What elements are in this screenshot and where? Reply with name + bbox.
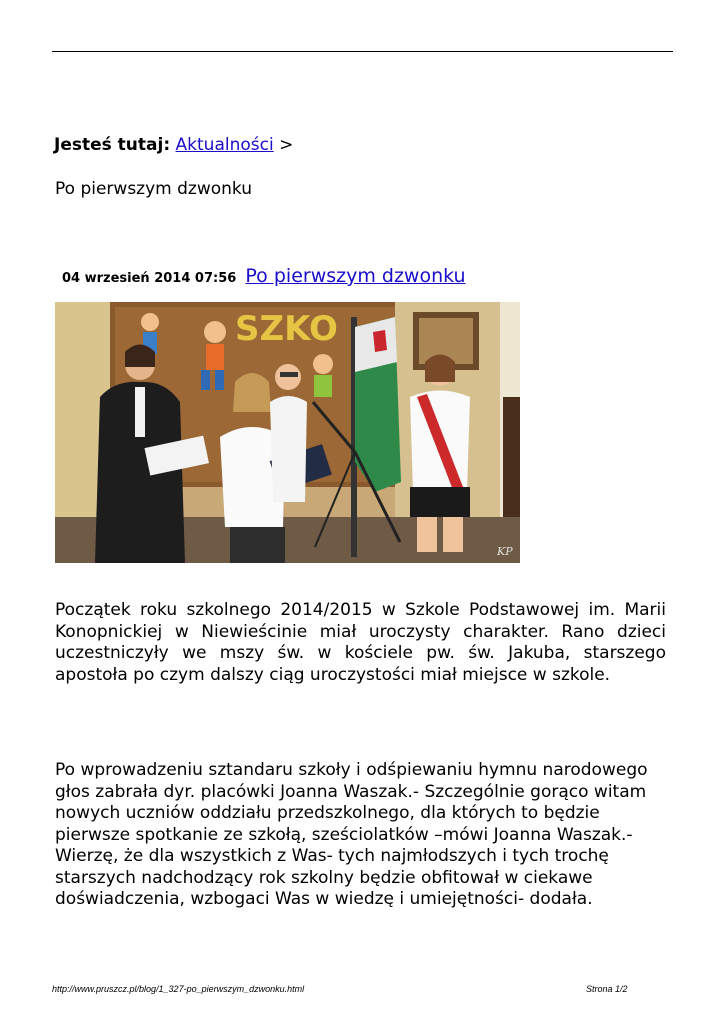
article-paragraph-2: Po wprowadzeniu sztandaru szkoły i odśpiewaniu hymnu narodowego głos zabrała dyr. placówki Joanna Waszak.- Szczególnie gorąco witam nowych uczniów oddziału przedszkolnego, dla których to będzie pierwsze spotkanie ze szkołą, sześciolatków –mówi Joanna Waszak.- Wierzę, że dla wszystkich z Was- tych najmłodszych i tych trochę starszych nadchodzący rok szkolny będzie obfitował w ciekawe doświadczenia, wzbogaci Was w wiedzę i umiejętności- dodała.: [55, 760, 648, 909]
svg-text:SZKO: SZKO: [235, 309, 338, 349]
footer-url: http://www.pruszcz.pl/blog/1_327-po_pierwszym_dzwonku.html: [52, 984, 305, 994]
article-paragraph-1: Początek roku szkolnego 2014/2015 w Szkole Podstawowej im. Marii Konopnickiej w Niewieścinie miał uroczysty charakter. Rano dzieci uczestniczyły we mszy św. w kościele pw. św. Jakuba, starszego apostoła po czym dalszy ciąg uroczystości miał miejsce w szkole.: [55, 600, 666, 685]
page-subtitle: Po pierwszym dzwonku: [55, 179, 253, 199]
header-rule: [52, 51, 673, 52]
article-header: [62, 264, 466, 291]
breadcrumb-label: Jesteś tutaj:: [54, 135, 171, 155]
photo-watermark: KP: [497, 545, 513, 558]
breadcrumb-separator: >: [279, 135, 294, 155]
breadcrumb-link-aktualnosci[interactable]: Aktualności: [175, 135, 274, 155]
article-title-link[interactable]: Po pierwszym dzwonku: [245, 265, 466, 287]
article-photo: [55, 302, 520, 563]
breadcrumb: [54, 134, 293, 156]
footer-page-number: Strona 1/2: [586, 984, 628, 994]
article-date: 04 wrzesień 2014 07:56: [62, 271, 237, 286]
